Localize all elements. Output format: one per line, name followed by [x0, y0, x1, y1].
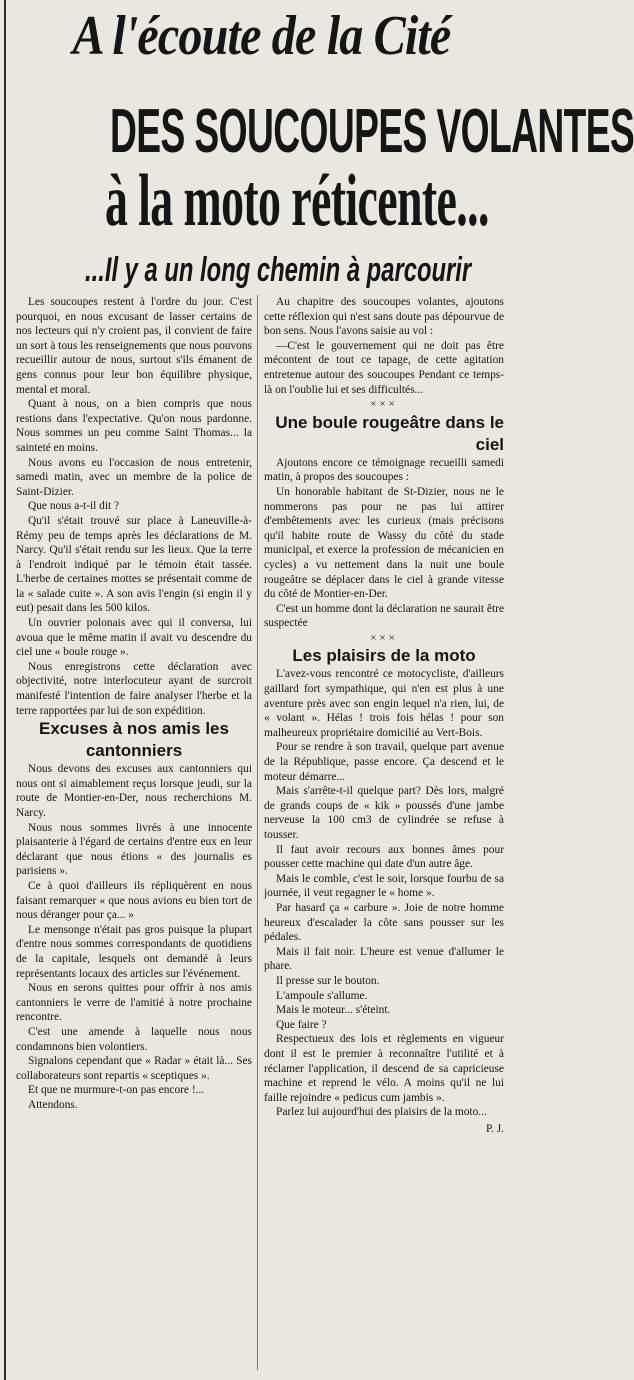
rubric-title: A l'écoute de la Cité [72, 5, 451, 67]
headline-line-1: DES SOUCOUPES VOLANTES [110, 97, 634, 166]
section-heading-moto: Les plaisirs de la moto [292, 646, 476, 666]
paragraph: Les soucoupes restent à l'ordre du jour. C'est pourquoi, en nous excusant de lasser certains de nos lecteurs qui n'y croient pas, il convient de faire un sort à tous les renseignements que nous pouvons recueillir autour de nous, surtout s'ils émanent de gens connus pour leur bon équilibre physique, mental et moral. [16, 296, 252, 396]
paragraph: Nous enregistrons cette déclaration avec objectivité, notre interlocuteur ayant de surcroit manifesté l'intention de faire analyser l'herbe et la terre rapportées par lui de son expédition. [16, 660, 252, 717]
paragraph: Respectueux des lois et règlements en vigueur dont il est le premier à reconnaître l'utilité et à réclamer l'application, il descend de sa capricieuse machine et reprend le vélo. A moins qu'il ne lui faille rejoindre « pedicus cum jambis ». [264, 1033, 504, 1104]
right-column [264, 295, 504, 1375]
left-column [16, 295, 252, 1375]
paragraph: Et que ne murmure-t-on pas encore !... [28, 1084, 205, 1097]
section-heading-cantonniers: Excuses à nos amis les cantonniers [39, 719, 229, 761]
paragraph: C'est une amende à laquelle nous nous condamnons bien volontiers. [16, 1025, 252, 1053]
paragraph: Que nous a-t-il dit ? [28, 500, 120, 513]
paragraph: Mais s'arrête-t-il quelque part? Dès lors, malgré de grands coups de « kik » poussés d'une jambe nerveuse la 100 cm3 de cylindrée se refuse à tousser. [264, 785, 504, 841]
paragraph: Le mensonge n'était pas gros puisque la plupart d'entre nous sommes correspondants de quotidiens de la capitale, lesquels ont demandé à leurs représentants locaux des articles sur l'événement. [16, 923, 252, 980]
paragraph: Mais le comble, c'est le soir, lorsque fourbu de sa journée, il veut regagner le « home ». [264, 872, 504, 900]
paragraph: C'est un homme dont la déclaration ne saurait être suspectée [264, 602, 504, 630]
paragraph: Nous devons des excuses aux cantonniers qui nous ont si aimablement reçus lorsque jeudi, sur la route de Montier-en-Der, nous recherchions M. Narcy. [16, 763, 252, 819]
paragraph: L'avez-vous rencontré ce motocycliste, d'ailleurs gaillard fort sympathique, qui n'en est plus à une aventure près avec son engin lequel n'a rien, lui, de « volant ». Hélas ! trois fois hélas ! pour son malheureux propriétaire domicilié au Vert-Bois. [264, 668, 504, 739]
paragraph: Ajoutons encore ce témoignage recueilli samedi matin, à propos des soucoupes : [264, 456, 504, 484]
paragraph: Nous avons eu l'occasion de nous entretenir, samedi matin, avec un membre de la police de Saint-Dizier. [16, 456, 252, 498]
section-separator: ××× [370, 398, 398, 411]
paragraph: Il presse sur le bouton. [276, 974, 380, 987]
author-signature: P. J. [485, 1122, 504, 1135]
page-border [4, 0, 6, 1380]
headline-line-2: à la moto réticente... [105, 160, 489, 242]
paragraph: Que faire ? [276, 1018, 327, 1031]
paragraph: Il faut avoir recours aux bonnes âmes pour pousser cette machine qui date d'un autre âge. [264, 843, 504, 871]
paragraph: L'ampoule s'allume. [276, 989, 368, 1002]
section-separator: ××× [370, 631, 398, 644]
paragraph: Mais il fait noir. L'heure est venue d'allumer le phare. [264, 945, 504, 973]
paragraph: Signalons cependant que « Radar » était là... Ses collaborateurs sont repartis « sceptiques ». [16, 1055, 252, 1082]
paragraph: Pour se rendre à son travail, quelque part avenue de la République, passe encore. Ça descend et le moteur démarre... [264, 741, 504, 783]
paragraph: Quant à nous, on a bien compris que nous restions dans l'expectative. Qu'on nous pardonne. Nous sommes un peu comme Saint Thomas... la sainteté en moins. [16, 398, 252, 454]
paragraph: Parlez lui aujourd'hui des plaisirs de la moto... [276, 1106, 487, 1119]
paragraph: Un ouvrier polonais avec qui il conversa, lui avoua que le même matin il avait vu descendre du ciel une « boule rouge ». [16, 617, 252, 659]
paragraph: Ce à quoi d'ailleurs ils répliquèrent en nous faisant remarquer « que nous avions eu bien tort de nous déranger pour ça... » [16, 879, 252, 922]
paragraph: —C'est le gouvernement qui ne doit pas être mécontent de tout ce tapage, de cette agitation entretenue autour des soucoupes Pendant ce temps-là on l'oublie lui et ses difficultés... [264, 339, 504, 396]
column-divider [257, 295, 258, 1370]
paragraph: Un honorable habitant de St-Dizier, nous ne le nommerons pas pour ne pas lui attirer d'embêtements avec les curieux (mais précisons qu'il habite route de Wassy du côté du stade municipal, et exerce la profession de mécanicien en cycles) a vu nettement dans la nuit une boule rougeâtre se déplacer dans le ciel à grande vitesse du côté de Montier-en-Der. [264, 485, 504, 601]
section-heading-boule: Une boule rougeâtre dans le ciel [275, 412, 504, 454]
paragraph: Attendons. [28, 1098, 78, 1111]
paragraph: Nous en serons quittes pour offrir à nos amis cantonniers le verre de l'amitié à notre prochaine rencontre. [16, 982, 252, 1024]
paragraph: Au chapitre des soucoupes volantes, ajoutons cette réflexion qui n'est sans doute pas dépourvue de bon sens. Nous l'avons saisie au vol : [264, 296, 504, 338]
paragraph: Qu'il s'était trouvé sur place à Laneuville-à-Rémy peu de temps après les déclarations de M. Narcy. Qu'il s'était rendu sur les lieux. Que la terre à l'endroit indiqué par le témoin était tassée. L'herbe de certaines mottes se présentait comme de la « salade cuite ». A son avis l'engin (si engin il y eut) pesait dans les 500 kilos. [16, 514, 252, 615]
article-subtitle: ...Il y a un long chemin à parcourir [85, 251, 472, 289]
paragraph: Par hasard ça « carbure ». Joie de notre homme heureux d'escalader la côte sans pousser sur les pédales. [264, 901, 504, 944]
paragraph: Nous nous sommes livrés à une innocente plaisanterie à l'égard de certains d'entre eux en leur déclarant que nous étions « des journalis es parisiens ». [16, 821, 252, 878]
paragraph: Mais le moteur... s'éteint. [276, 1004, 391, 1017]
